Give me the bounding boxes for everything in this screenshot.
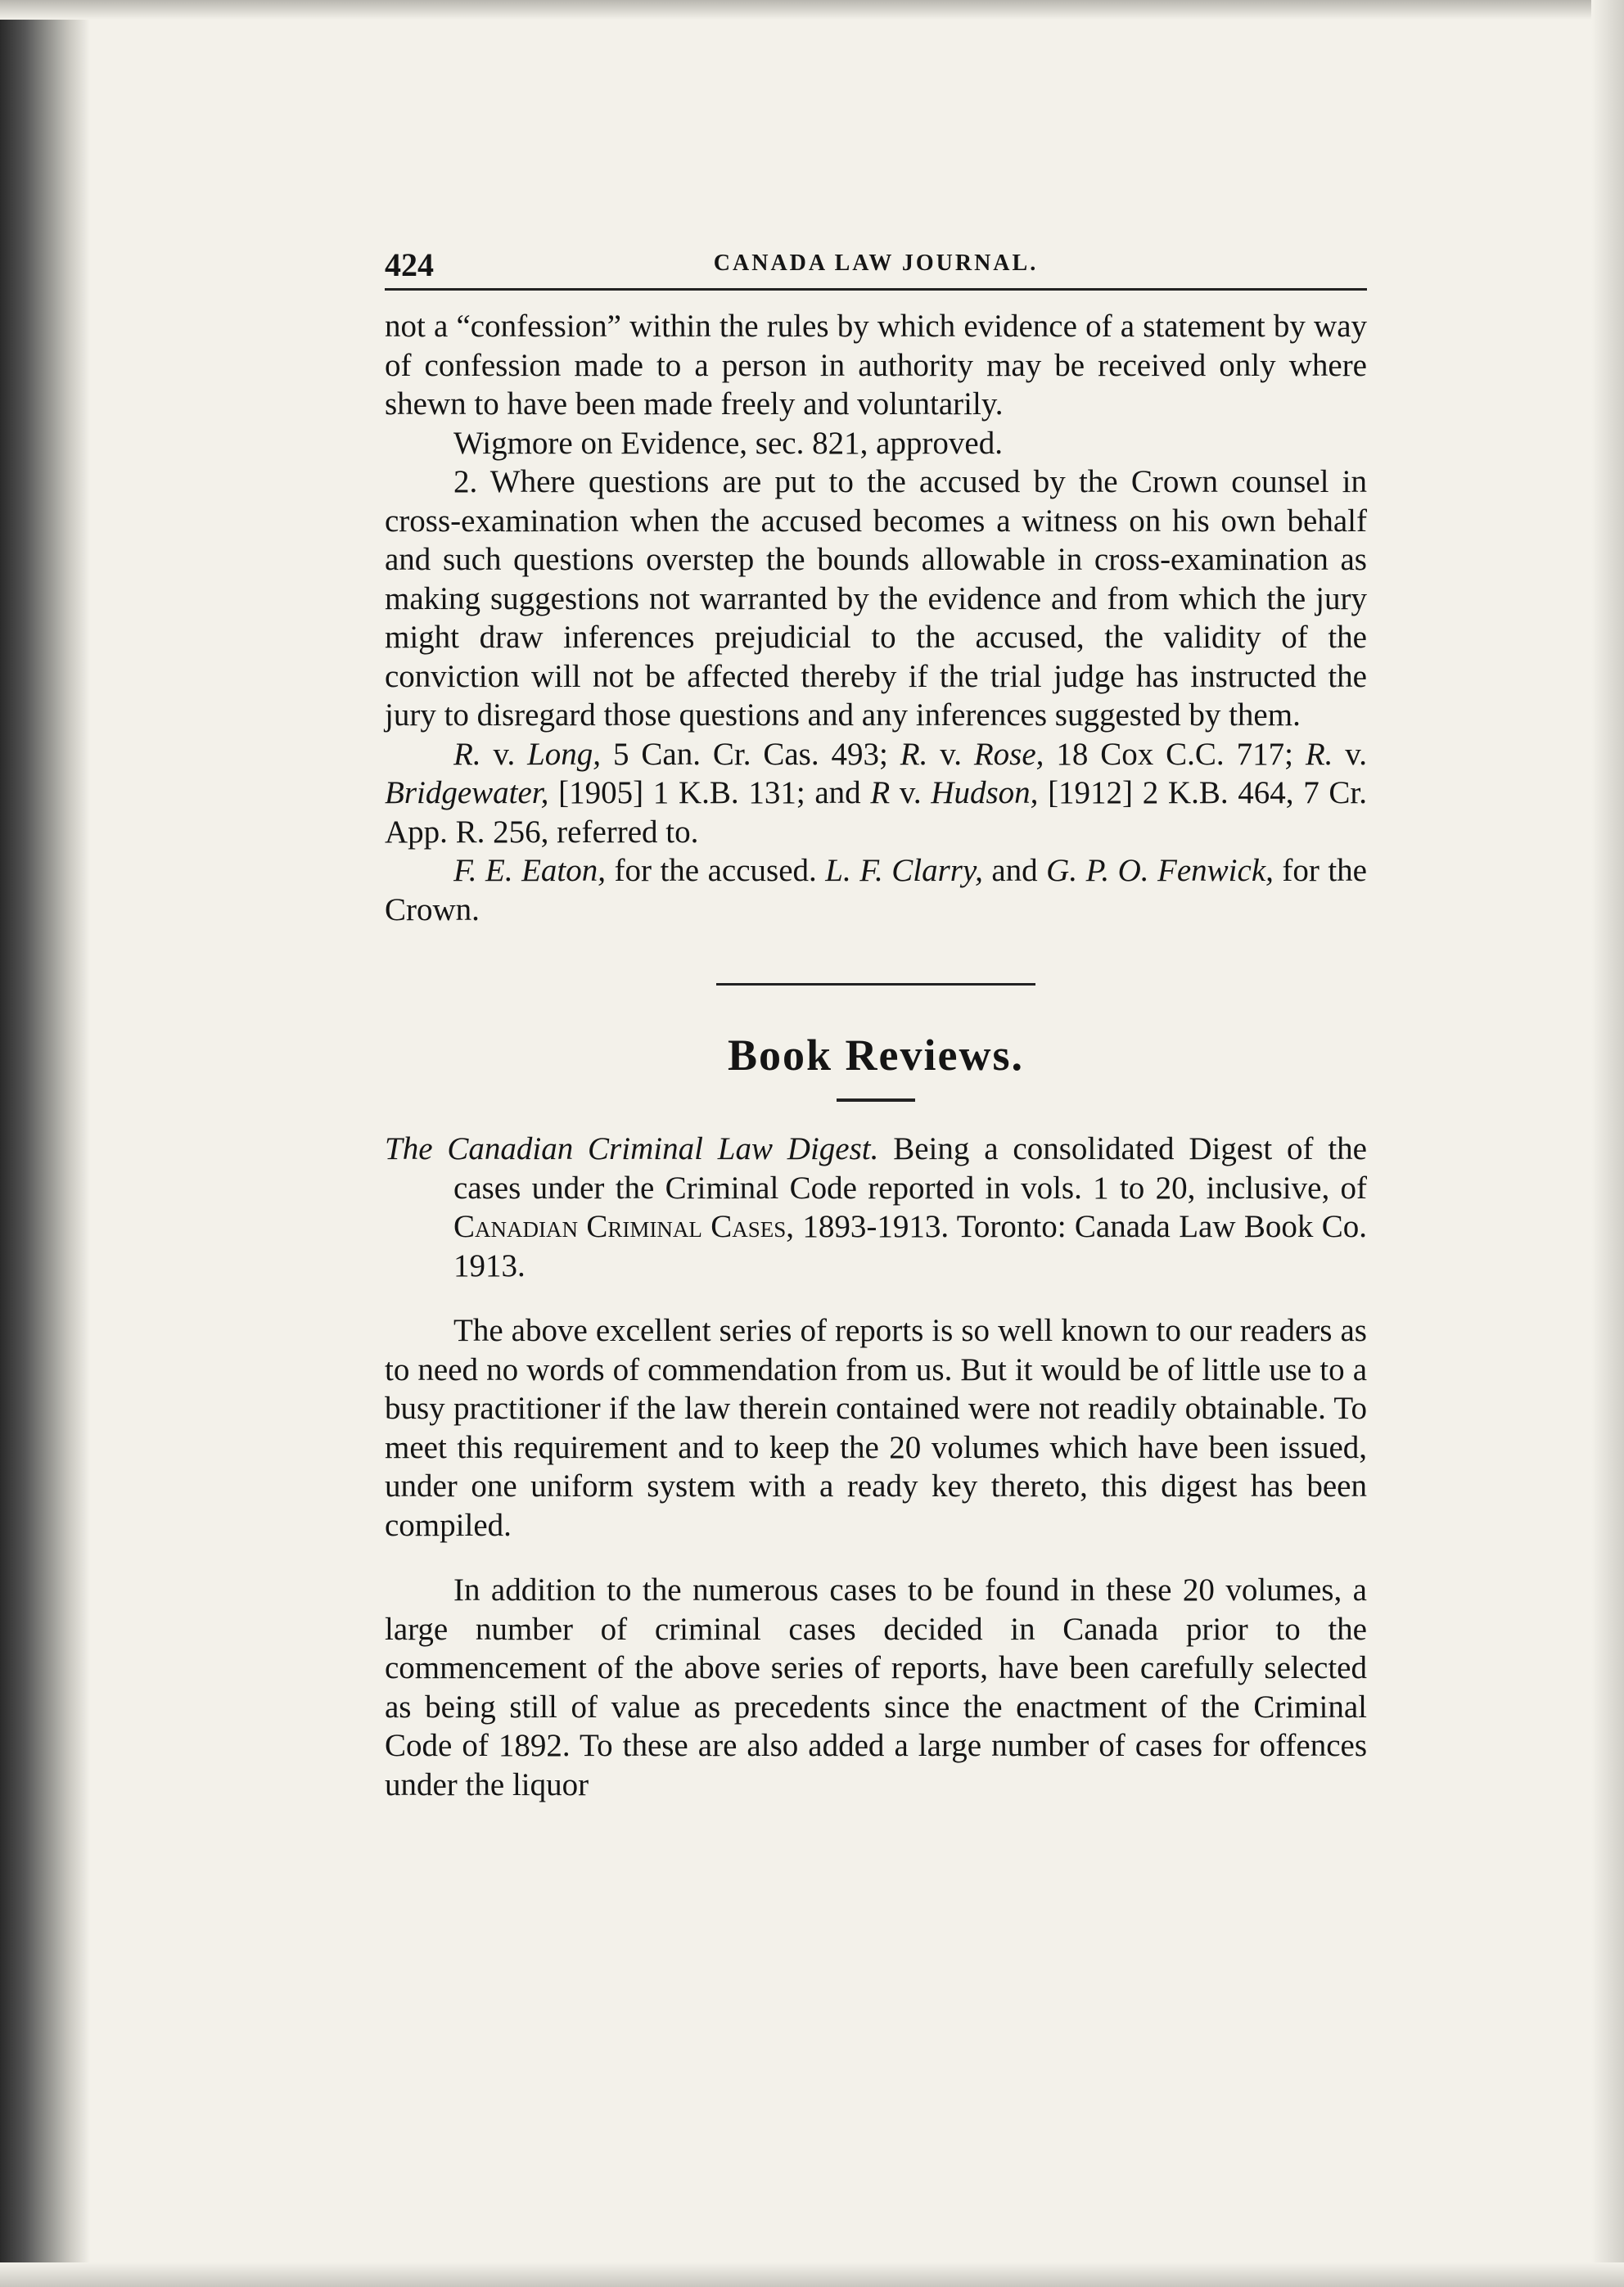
scan-edge-top — [0, 0, 1624, 20]
citation-reference: 18 Cox C.C. 717; — [1044, 736, 1306, 772]
review-paragraph: The above excellent series of reports is so well known to our readers as to need no words of commendation from us. But it would be of little use to a busy practitioner if the law therein contained were not readily obtainable. To meet this requirement and to keep the 20 volumes which have been issued, under one uniform system with a ready key thereto, this digest has been compiled. — [385, 1313, 1367, 1543]
scan-edge-right — [1591, 0, 1624, 2287]
section-heading-book-reviews: Book Reviews. — [728, 1031, 1024, 1080]
book-series-name: Canadian Criminal Cases — [453, 1209, 787, 1244]
book-entry — [385, 1130, 1367, 1285]
counsel-name: L. F. Clarry, — [825, 853, 983, 888]
scan-edge-left — [0, 0, 90, 2287]
journal-name: CANADA LAW JOURNAL. — [713, 250, 1039, 276]
citation-v: v. — [1333, 736, 1368, 772]
journal-page — [385, 246, 1367, 1804]
paragraph-citations — [385, 735, 1367, 852]
citation-reference: [1912] 2 K.B. 464, 7 Cr. App. R. 256, referred to. — [385, 775, 1367, 850]
scan-edge-bottom — [0, 2262, 1624, 2287]
citation-v: v. — [890, 775, 932, 810]
book-description: Being a consolidated Digest of the cases under the Criminal Code reported in vols. 1 to 20, inclusive, of — [453, 1131, 1367, 1206]
paragraph-counsel — [385, 851, 1367, 929]
paragraph-cross-examination: 2. Where questions are put to the accused by the Crown counsel in cross-examination when the accused becomes a witness on his own behalf and such questions overstep the bounds allowable in cross-examination as making suggestions not warranted by the evidence and from which the jury might draw inferences prejudicial to the accused, the validity of the conviction will not be affected thereby if the trial judge has instructed the jury to disregard those questions and any inferences suggested by them. — [385, 464, 1367, 733]
citation-r: R — [870, 775, 891, 810]
citation-reference: 5 Can. Cr. Cas. 493; — [601, 736, 900, 772]
citation-r: R. — [900, 736, 928, 772]
citation-r: R. — [453, 736, 481, 772]
book-title: The Canadian Criminal Law Digest. — [385, 1131, 879, 1166]
citation-v: v. — [927, 736, 974, 772]
citation-case-name: Bridgewater, — [385, 775, 549, 810]
book-publication: , 1893-1913. Toronto: Canada Law Book Co. 1913. — [453, 1209, 1367, 1283]
counsel-text: for the Crown. — [385, 853, 1367, 927]
heading-rule — [837, 1098, 915, 1102]
citation-r: R. — [1305, 736, 1333, 772]
counsel-name: F. E. Eaton, — [453, 853, 607, 888]
paragraph-confession: not a “confession” within the rules by which evidence of a statement by way of confession made to a person in authority may be received only where shewn to have been made freely and voluntarily. — [385, 309, 1367, 422]
counsel-text: and — [982, 853, 1047, 888]
running-head — [385, 246, 1367, 291]
section-divider — [716, 983, 1035, 986]
citation-case-name: Rose, — [973, 736, 1044, 772]
counsel-text: for the accused. — [606, 853, 826, 888]
citation-case-name: Long, — [527, 736, 602, 772]
counsel-name: G. P. O. Fenwick, — [1046, 853, 1274, 888]
citation-v: v. — [480, 736, 528, 772]
citation-reference: [1905] 1 K.B. 131; and — [548, 775, 871, 810]
paragraph-wigmore: Wigmore on Evidence, sec. 821, approved. — [453, 425, 1003, 461]
review-paragraph: In addition to the numerous cases to be found in these 20 volumes, a large number of criminal cases decided in Canada prior to the commencement of the above series of reports, have been carefully selected as being still of value as precedents since the enactment of the Criminal Code of 1892. To these are also added a large number of cases for offences under the liquor — [385, 1572, 1367, 1802]
citation-case-name: Hudson, — [931, 775, 1039, 810]
page-number: 424 — [385, 246, 434, 283]
